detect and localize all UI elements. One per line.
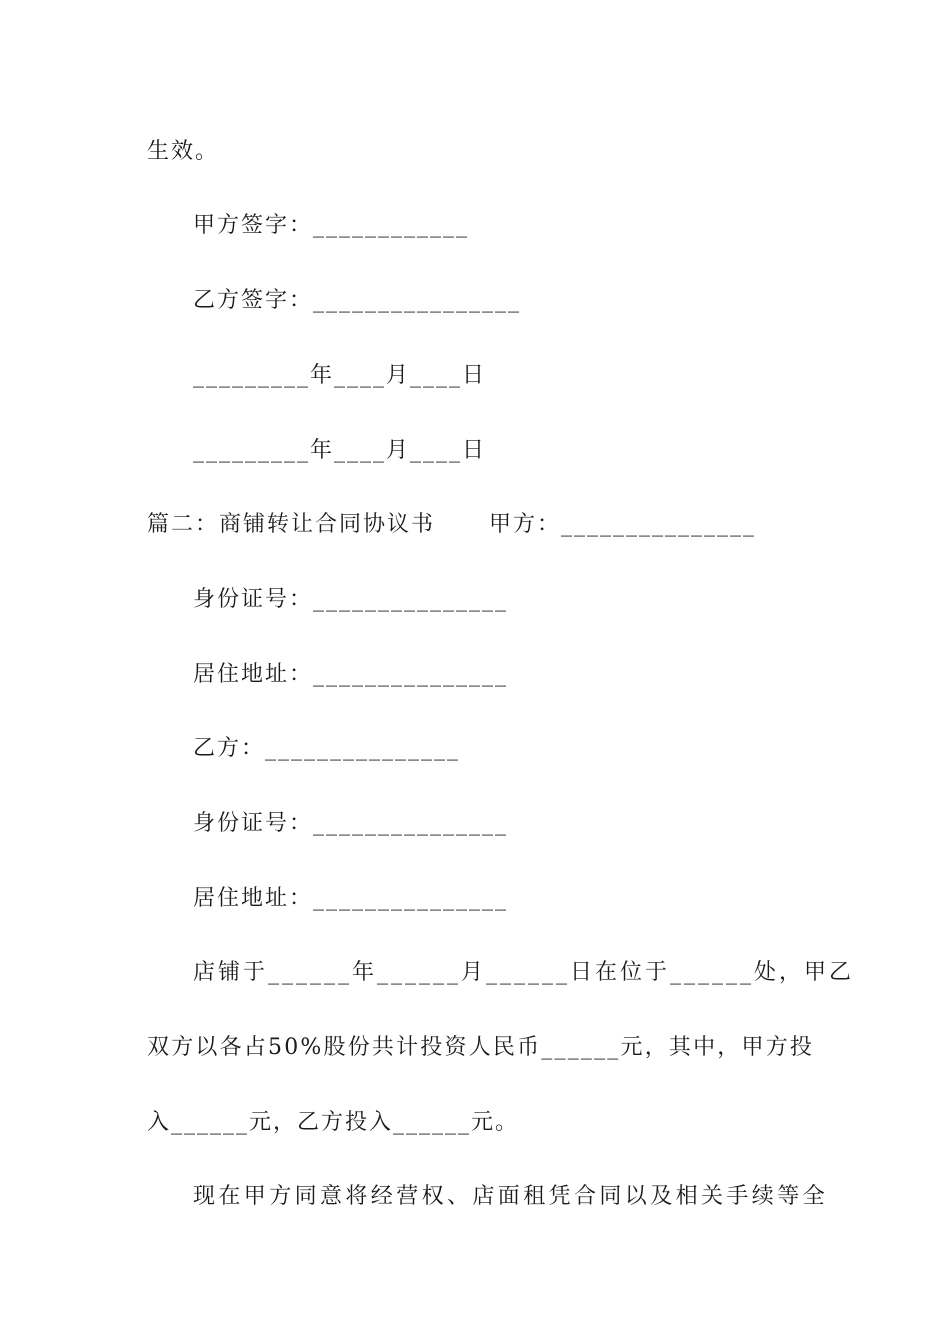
party-b-line: 乙方：_______________ (193, 736, 461, 761)
paragraph-line: 现在甲方同意将经营权、店面租凭合同以及相关手续等全 (193, 1184, 829, 1209)
section-heading: 篇二：商铺转让合同协议书 甲方：_______________ (147, 512, 756, 537)
text-line: 生效。 (147, 139, 220, 164)
paragraph-line: 双方以各占50%股份共计投资人民币______元，其中，甲方投 (147, 1035, 815, 1060)
id-number-line: 身份证号：_______________ (193, 811, 509, 836)
address-line: 居住地址：_______________ (193, 886, 509, 911)
address-line: 居住地址：_______________ (193, 662, 509, 687)
party-b-signature-line: 乙方签字：________________ (193, 288, 522, 313)
date-line: _________年____月____日 (193, 363, 487, 388)
paragraph-line: 入______元，乙方投入______元。 (147, 1110, 520, 1135)
date-line: _________年____月____日 (193, 438, 487, 463)
party-a-signature-line: 甲方签字：____________ (193, 213, 470, 238)
id-number-line: 身份证号：_______________ (193, 587, 509, 612)
paragraph-line: 店铺于______年______月______日在位于______处，甲乙 (193, 960, 855, 985)
